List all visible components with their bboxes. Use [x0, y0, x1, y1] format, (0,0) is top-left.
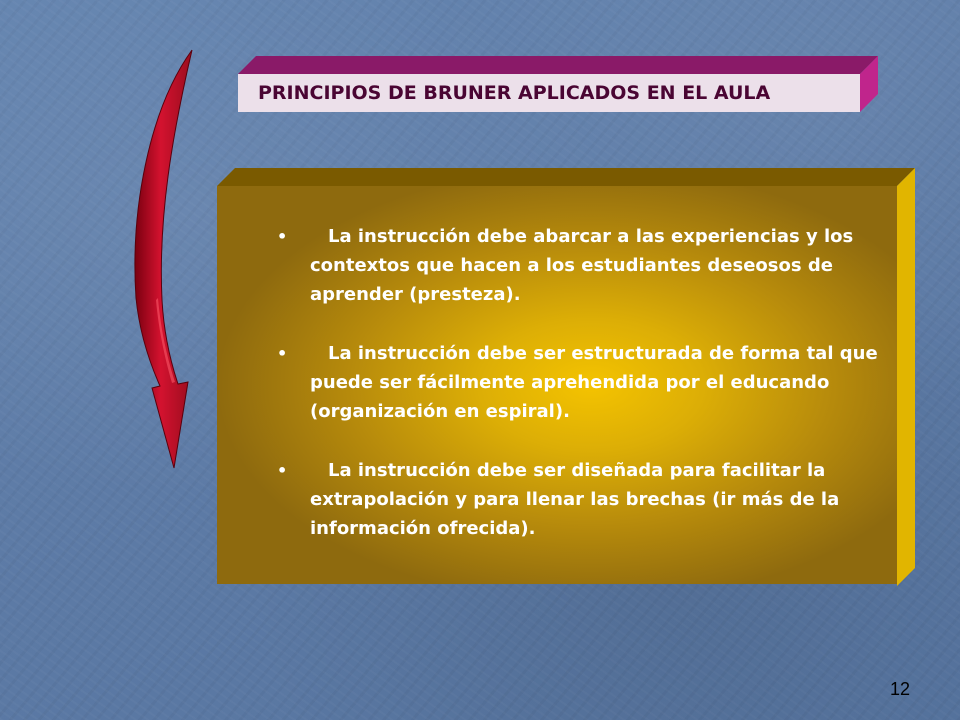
bullet-text: La instrucción debe ser diseñada para facilitar la extrapolación y para llenar las brechas (ir más de la información ofrecida).: [310, 460, 840, 539]
title-banner: [238, 56, 878, 112]
list-item: [277, 339, 897, 426]
bullet-text: La instrucción debe abarcar a las experiencias y los contextos que hacen a los estudiantes deseosos de aprender (presteza).: [310, 226, 854, 305]
slide-title: PRINCIPIOS DE BRUNER APLICADOS EN EL AULA: [258, 82, 771, 104]
bullet-icon: •: [277, 227, 288, 246]
bullet-icon: •: [277, 461, 288, 480]
content-box: [215, 168, 915, 586]
bullet-list: [277, 222, 897, 573]
list-item: [277, 456, 897, 543]
bullet-icon: •: [277, 344, 288, 363]
page-number: 12: [889, 679, 911, 699]
list-item: [277, 222, 897, 309]
curved-arrow-icon: [128, 48, 208, 476]
bullet-text: La instrucción debe ser estructurada de forma tal que puede ser fácilmente aprehendida por el educando (organización en espiral).: [310, 343, 878, 422]
